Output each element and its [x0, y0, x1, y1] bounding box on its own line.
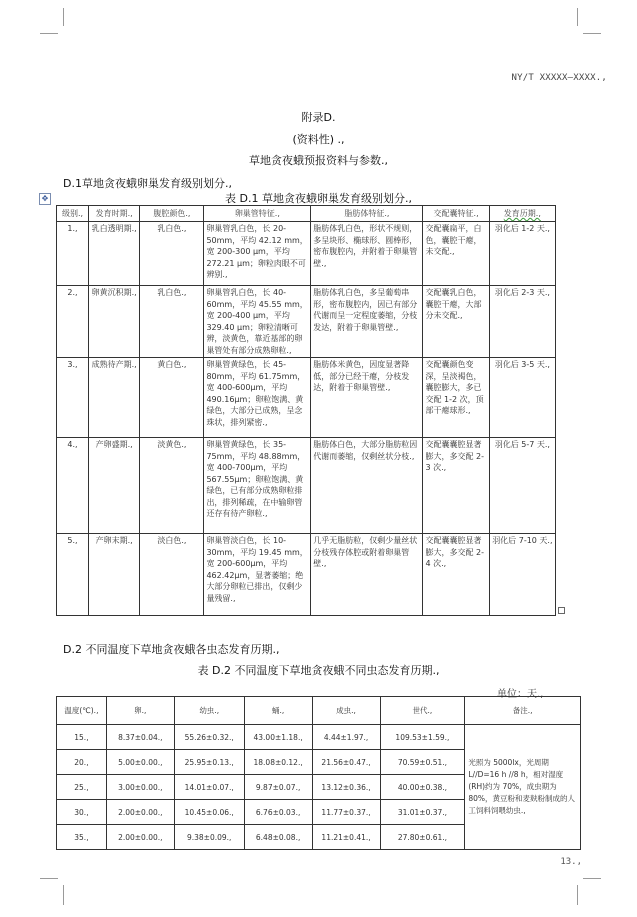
cell-pupa: 18.08±0.12.,	[244, 750, 312, 775]
cell-larva: 14.01±0.07.,	[174, 775, 244, 800]
cell-larva: 9.38±0.09.,	[174, 825, 244, 850]
cell-ovary: 卵巢管乳白色，长 40-60mm，平均 45.55 mm，宽 200-400 μm，平均 329.40 μm；卵粒清晰可辨，淡黄色，靠近基部的卵巢管处有部分成熟卵粒.,	[204, 286, 311, 358]
cell-egg: 8.37±0.04.,	[106, 725, 174, 750]
crop-mark-bottom-right-v	[577, 885, 578, 905]
table-row	[57, 286, 556, 358]
cell-fat: 脂肪体米黄色，因度显著降低，部分已经干瘪，分枝发达，附着于卵巢管壁.,	[311, 358, 423, 438]
cell-egg: 2.00±0.00.,	[106, 800, 174, 825]
table-row	[57, 534, 556, 616]
crop-mark-bottom-right-h	[583, 878, 601, 879]
cell-ovary: 卵巢管黄绿色，长 35-75mm，平均 48.88mm，宽 400-700μm，平均 567.55μm；卵粒饱满、黄绿色，已有部分成熟卵粒排出，排列稀疏，在中输卵管还存有待产卵粒.,	[204, 438, 311, 534]
cell-period: 羽化后 1-2 天.,	[489, 222, 555, 286]
header-stage: 发育时期.,	[89, 206, 140, 222]
table-d2-caption: 表 D.2 不同温度下草地贪夜蛾不同虫态发育历期.,	[197, 664, 440, 677]
cell-color: 淡白色.,	[140, 534, 204, 616]
cell-stage: 乳白透明期.,	[89, 222, 140, 286]
cell-mating: 交配囊扁平，白色，囊腔干瘪，未交配.,	[423, 222, 489, 286]
appendix-nature: (资料性) .,	[292, 133, 345, 146]
section-d1-heading: D.1草地贪夜蛾卵巢发育级别划分.,	[63, 177, 232, 190]
cell-fat: 脂肪体乳白色，形状不规则，多呈块形、椭球形、圆棒形，密布腹腔内，并附着于卵巢管壁.,	[311, 222, 423, 286]
cell-generation: 31.01±0.37.,	[380, 800, 465, 825]
cell-pupa: 43.00±1.18.,	[244, 725, 312, 750]
cell-remarks-note: 光照为 5000lx，光周期 L//D=16 h //8 h，相对湿度(RH)约为 70%，成虫期为 80%，黄豆粉和麦麸粉制成的人工饲料饲喂幼虫.,	[465, 725, 581, 850]
cell-stage: 产卵盛期.,	[89, 438, 140, 534]
cell-temp: 15.,	[57, 725, 107, 750]
cell-fat: 脂肪体乳白色，多呈葡萄串形，密布腹腔内，因已有部分代谢而呈一定程度萎缩，分枝发达，附着于卵巢管壁.,	[311, 286, 423, 358]
cell-egg: 5.00±0.00.,	[106, 750, 174, 775]
cell-period: 羽化后 3-5 天.,	[489, 358, 555, 438]
cell-level: 2.,	[57, 286, 89, 358]
header-generation: 世代.,	[380, 697, 465, 725]
crop-mark-top-left-h	[40, 33, 58, 34]
header-egg: 卵.,	[106, 697, 174, 725]
cell-ovary: 卵巢管淡白色，长 10-30mm，平均 19.45 mm，宽 200-600μm，平均 462.42μm，显著萎缩；绝大部分卵粒已排出，仅剩少量残留.,	[204, 534, 311, 616]
header-remarks: 备注.,	[465, 697, 581, 725]
cell-period: 羽化后 2-3 天.,	[489, 286, 555, 358]
appendix-title: 附录D.	[301, 111, 336, 124]
cell-larva: 25.95±0.13.,	[174, 750, 244, 775]
cell-level: 4.,	[57, 438, 89, 534]
crop-mark-bottom-left-v	[63, 885, 64, 905]
crop-mark-top-right-v	[577, 8, 578, 26]
table-d1-caption: 表 D.1 草地贪夜蛾卵巢发育级别划分.,	[225, 192, 412, 205]
cell-stage: 卵黄沉积期.,	[89, 286, 140, 358]
header-mating: 交配囊特征.,	[423, 206, 489, 222]
table-move-handle-icon[interactable]: ✥	[39, 193, 51, 205]
cell-temp: 35.,	[57, 825, 107, 850]
appendix-subject: 草地贪夜蛾预报资料与参数.,	[249, 154, 388, 167]
table-d2-header-row	[57, 697, 581, 725]
cell-adult: 13.12±0.36.,	[312, 775, 380, 800]
cell-egg: 2.00±0.00.,	[106, 825, 174, 850]
table-d1-header-row	[57, 206, 556, 222]
standard-code-header: NY/T XXXXX—XXXX.,	[511, 73, 607, 83]
cell-generation: 70.59±0.51.,	[380, 750, 465, 775]
crop-mark-bottom-left-h	[40, 878, 58, 879]
table-row	[57, 725, 581, 750]
header-adult: 成虫.,	[312, 697, 380, 725]
cell-mating: 交配囊乳白色，囊腔干瘪，大部分未交配.,	[423, 286, 489, 358]
cell-color: 乳白色.,	[140, 222, 204, 286]
header-color: 腹腔颜色.,	[140, 206, 204, 222]
crop-mark-top-right-h	[583, 33, 601, 34]
section-d2-heading: D.2 不同温度下草地贪夜蛾各虫态发育历期.,	[63, 643, 280, 656]
cell-temp: 30.,	[57, 800, 107, 825]
cell-pupa: 6.48±0.08.,	[244, 825, 312, 850]
cell-mating: 交配囊囊腔显著膨大，多交配 2-4 次.,	[423, 534, 489, 616]
table-d2	[56, 696, 581, 850]
header-temperature: 温度(℃).,	[57, 697, 107, 725]
cell-stage: 成熟待产期.,	[89, 358, 140, 438]
table-d1	[56, 205, 556, 616]
header-period: 发育历期.,	[489, 206, 555, 222]
table-resize-handle-icon[interactable]	[558, 607, 565, 614]
cell-color: 淡黄色.,	[140, 438, 204, 534]
table-row	[57, 438, 556, 534]
header-ovary: 卵巢管特征.,	[204, 206, 311, 222]
cell-temp: 20.,	[57, 750, 107, 775]
cell-egg: 3.00±0.00.,	[106, 775, 174, 800]
cell-adult: 11.21±0.41.,	[312, 825, 380, 850]
cell-generation: 27.80±0.61.,	[380, 825, 465, 850]
cell-level: 5.,	[57, 534, 89, 616]
cell-adult: 4.44±1.97.,	[312, 725, 380, 750]
cell-stage: 产卵末期.,	[89, 534, 140, 616]
cell-period: 羽化后 7-10 天.,	[489, 534, 555, 616]
cell-color: 乳白色.,	[140, 286, 204, 358]
cell-level: 3.,	[57, 358, 89, 438]
cell-larva: 10.45±0.06.,	[174, 800, 244, 825]
header-fat: 脂肪体特征.,	[311, 206, 423, 222]
table-d2-unit: 单位：天.,	[497, 689, 544, 700]
table-row	[57, 358, 556, 438]
cell-ovary: 卵巢管黄绿色，长 45-80mm，平均 61.75mm，宽 400-600μm，平均 490.16μm；卵粒饱满、黄绿色，大部分已成熟，呈念珠状，排列紧密.,	[204, 358, 311, 438]
cell-pupa: 6.76±0.03.,	[244, 800, 312, 825]
cell-temp: 25.,	[57, 775, 107, 800]
cell-ovary: 卵巢管乳白色，长 20-50mm，平均 42.12 mm，宽 200-300 μm，平均 272.21 μm；卵粒肉眼不可辨别.,	[204, 222, 311, 286]
cell-period: 羽化后 5-7 天.,	[489, 438, 555, 534]
crop-mark-top-left-v	[63, 8, 64, 26]
cell-mating: 交配囊颜色变深，呈淡褐色，囊腔膨大，多已交配 1-2 次，顶部干瘪球形.,	[423, 358, 489, 438]
header-level: 级别.,	[57, 206, 89, 222]
cell-pupa: 9.87±0.07.,	[244, 775, 312, 800]
cell-adult: 21.56±0.47.,	[312, 750, 380, 775]
cell-adult: 11.77±0.37.,	[312, 800, 380, 825]
cell-larva: 55.26±0.32.,	[174, 725, 244, 750]
cell-color: 黄白色.,	[140, 358, 204, 438]
cell-mating: 交配囊囊腔显著膨大，多交配 2-3 次.,	[423, 438, 489, 534]
cell-level: 1.,	[57, 222, 89, 286]
header-pupa: 蛹.,	[244, 697, 312, 725]
cell-fat: 脂肪体白色，大部分脂肪粒因代谢而萎缩，仅剩丝状分枝.,	[311, 438, 423, 534]
header-larva: 幼虫.,	[174, 697, 244, 725]
table-row	[57, 222, 556, 286]
cell-generation: 40.00±0.38.,	[380, 775, 465, 800]
cell-generation: 109.53±1.59.,	[380, 725, 465, 750]
page-number: 13.,	[560, 857, 582, 867]
cell-fat: 几乎无脂肪粒，仅剩少量丝状分枝残存体腔或附着卵巢管壁.,	[311, 534, 423, 616]
